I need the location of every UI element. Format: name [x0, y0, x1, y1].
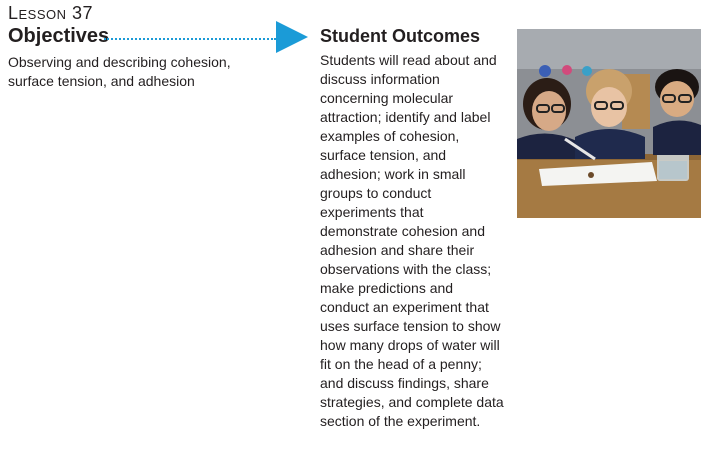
students-experiment-photo: [517, 29, 701, 218]
arrow-right-icon: [276, 21, 308, 53]
lesson-label: Lesson 37: [8, 3, 94, 23]
student-outcomes-heading: Student Outcomes: [320, 26, 481, 46]
student-outcomes-text: Students will read about and discuss information concerning molecular attraction; identify and label examples of cohesion, surface tension, and adhesion; work in small groups to conduct experiments that demonstrate cohesion and adhesion and share their observations with the class; make predictions and conduct an experiment that uses surface tension to show how many drops of water will fit on the head of a penny; and discuss findings, share strategies, and complete data section of the experiment.: [320, 52, 504, 429]
objectives-heading: Objectives: [8, 25, 110, 47]
dotted-connector: [104, 38, 276, 40]
objectives-text: Observing and describing cohesion, surface tension, and adhesion: [8, 54, 231, 89]
